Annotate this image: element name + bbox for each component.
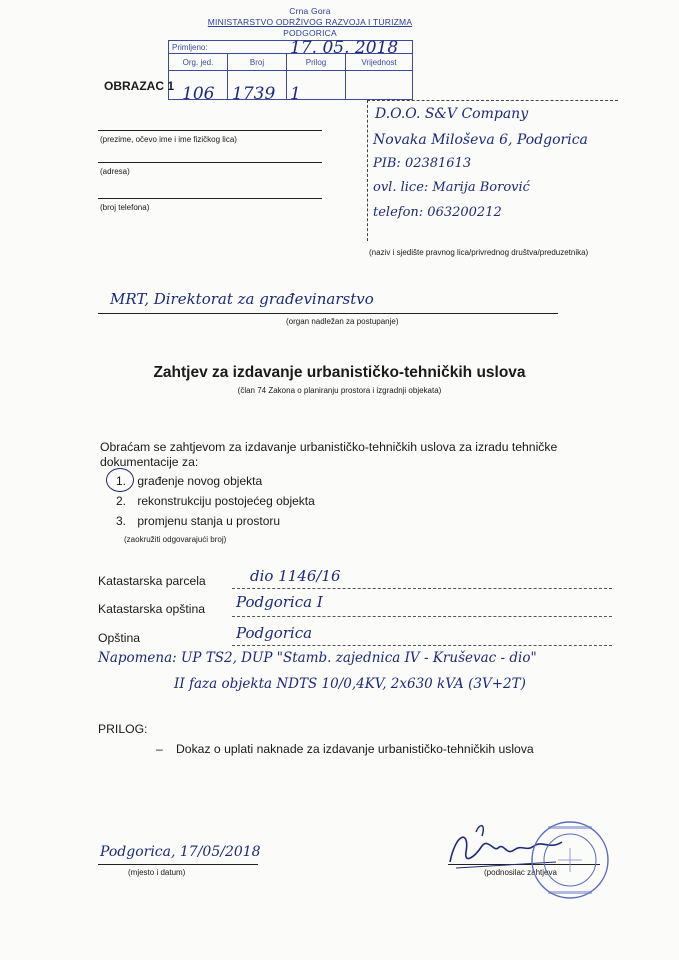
parcela-line <box>232 588 612 589</box>
parcela-label: Katastarska parcela <box>98 574 206 588</box>
place-date-value: Podgorica, 17/05/2018 <box>100 844 261 860</box>
place-date-line <box>98 864 258 865</box>
option-3-number: 3. <box>116 514 127 528</box>
phone-hint: (broj telefona) <box>100 203 150 212</box>
broj-value: 1739 <box>232 84 276 104</box>
company-address: Novaka Miloševa 6, Podgorica <box>373 132 588 148</box>
col-org-label: Org. jed. <box>169 54 228 71</box>
option-2 <box>116 494 315 508</box>
name-line <box>98 130 322 131</box>
opstina-label: Opština <box>98 631 141 645</box>
prilog-item: Dokaz o uplati naknade za izdavanje urbanističko-tehničkih uslova <box>176 742 534 756</box>
opstina-value: Podgorica <box>236 624 313 642</box>
stamp-city: PODGORICA <box>283 28 337 38</box>
options-hint: (zaokružiti odgovarajući broj) <box>124 535 227 544</box>
phone-line <box>98 198 322 199</box>
option-1-text: građenje novog objekta <box>137 474 263 488</box>
intro-text: Obraćam se zahtjevom za izdavanje urbanističko-tehničkih uslova za izradu tehničke dokumentacije za: <box>100 440 558 469</box>
prilog-value: 1 <box>290 84 301 104</box>
authority-line <box>98 313 558 314</box>
opstina-k-label: Katastarska opština <box>98 602 206 616</box>
col-broj-label: Broj <box>228 54 287 71</box>
company-phone: telefon: 063200212 <box>373 205 502 220</box>
opstina-k-value: Podgorica I <box>236 593 323 611</box>
company-name: D.O.O. S&V Company <box>375 106 529 122</box>
company-seal-icon <box>528 818 612 902</box>
opstina-k-line <box>232 616 612 617</box>
place-date-hint: (mjesto i datum) <box>128 868 186 877</box>
name-hint: (prezime, očevo ime i ime fizičkog lica) <box>100 135 237 144</box>
prilog-label: PRILOG: <box>98 722 148 736</box>
received-date: 17. 05. 2018 <box>290 38 399 58</box>
col-prilog-label: Prilog <box>287 54 346 71</box>
form-label: OBRAZAC 1 <box>104 79 175 93</box>
prilog-dash: – <box>156 742 163 756</box>
note-line-1: Napomena: UP TS2, DUP "Stamb. zajednica IV - Kruševac - dio" <box>98 650 537 666</box>
option-1 <box>116 474 262 488</box>
option-2-number: 2. <box>116 494 127 508</box>
authority-hint: (organ nadležan za postupanje) <box>286 317 399 326</box>
option-3 <box>116 514 280 528</box>
option-1-circle <box>106 468 134 492</box>
address-hint: (adresa) <box>100 167 130 176</box>
parcela-value: dio 1146/16 <box>250 567 341 585</box>
company-authorized: ovl. lice: Marija Borović <box>373 180 530 195</box>
note-line-2: II faza objekta NDTS 10/0,4KV, 2x630 kVA (3V+2T) <box>174 676 526 692</box>
org-value: 106 <box>182 84 215 104</box>
option-1-number: 1. <box>116 474 127 488</box>
col-vrijednost-label: Vrijednost <box>346 54 413 71</box>
applicant-hint: (podnosilac zahtjeva <box>484 868 557 877</box>
opstina-line <box>232 645 612 646</box>
option-2-text: rekonstrukciju postojećeg objekta <box>137 494 315 508</box>
option-3-text: promjenu stanja u prostoru <box>137 514 281 528</box>
stamp-ministry: MINISTARSTVO ODRŽIVOG RAZVOJA I TURIZMA <box>207 17 413 27</box>
authority-value: MRT, Direktorat za građevinarstvo <box>110 290 374 308</box>
received-label: Primljeno: <box>172 42 208 52</box>
address-line <box>98 162 322 163</box>
document-subtitle: (član 74 Zakona o planiranju prostora i izgradnji objekata) <box>237 386 442 395</box>
company-hint: (naziv i sjedište pravnog lica/privrednog društva/preduzetnika) <box>369 248 589 257</box>
company-pib: PIB: 02381613 <box>373 156 472 171</box>
stamp-country: Crna Gora <box>289 6 331 16</box>
document-title: Zahtjev za izdavanje urbanističko-tehničkih uslova <box>153 364 526 381</box>
